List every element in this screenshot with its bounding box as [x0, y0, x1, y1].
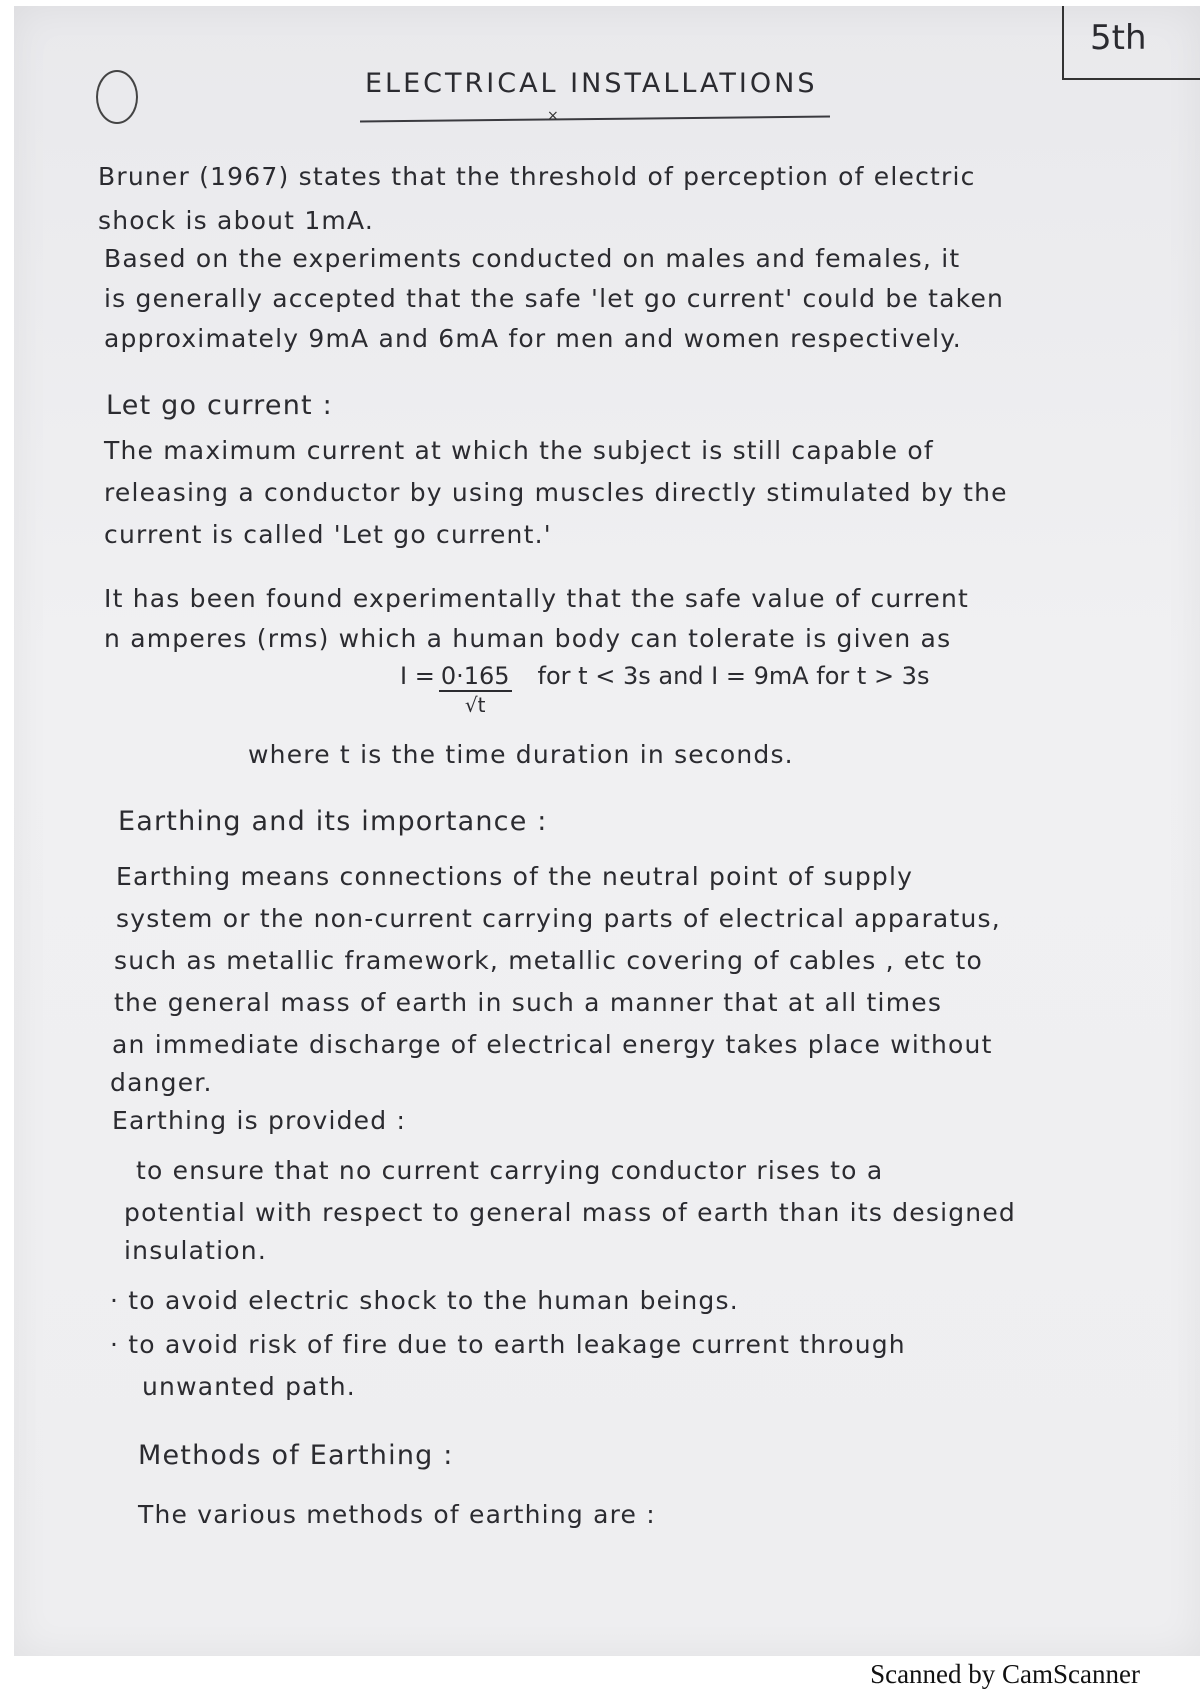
time-definition: where t is the time duration in seconds. — [248, 740, 794, 769]
earthing-line-4: the general mass of earth in such a manner that at all times — [114, 988, 943, 1017]
experiment-line-1: It has been found experimentally that the safe value of current — [104, 584, 970, 613]
earthing-line-2: system or the non-current carrying parts of electrical apparatus, — [116, 904, 1001, 933]
formula-fraction — [439, 662, 512, 718]
formula-denominator: √t — [464, 693, 486, 717]
earthing-provided: Earthing is provided : — [112, 1106, 407, 1135]
provided-item-1-line-3: insulation. — [124, 1236, 267, 1265]
bruner-line-1: Bruner (1967) states that the threshold of perception of electric — [98, 162, 976, 191]
earthing-line-3: such as metallic framework, metallic covering of cables , etc to — [114, 946, 984, 975]
provided-item-1-line-1: to ensure that no current carrying conductor rises to a — [136, 1156, 884, 1185]
provided-item-1-line-2: potential with respect to general mass of earth than its designed — [124, 1198, 1016, 1227]
page-edge — [0, 0, 14, 1660]
earthing-line-6: danger. — [110, 1068, 213, 1097]
methods-heading: Methods of Earthing : — [138, 1440, 454, 1471]
circle-mark — [96, 70, 138, 124]
let-go-heading: Let go current : — [106, 390, 333, 421]
methods-line-1: The various methods of earthing are : — [138, 1500, 656, 1529]
page-number: 5th — [1090, 18, 1147, 58]
provided-item-3-line-2: unwanted path. — [142, 1372, 356, 1401]
scanner-watermark: Scanned by CamScanner — [870, 1659, 1140, 1689]
provided-item-3-line-1: · to avoid risk of fire due to earth leakage current through — [110, 1330, 906, 1359]
bruner-line-2: shock is about 1mA. — [98, 206, 374, 235]
experiment-line-2: n amperes (rms) which a human body can tolerate is given as — [104, 624, 952, 653]
based-line-1: Based on the experiments conducted on males and females, it — [104, 244, 961, 273]
based-line-3: approximately 9mA and 6mA for men and women respectively. — [104, 324, 962, 353]
earthing-heading: Earthing and its importance : — [118, 806, 548, 837]
let-go-line-3: current is called 'Let go current.' — [104, 520, 552, 549]
title-mark: × — [547, 108, 559, 124]
page-title: ELECTRICAL INSTALLATIONS — [365, 68, 818, 99]
earthing-line-1: Earthing means connections of the neutral point of supply — [116, 862, 914, 891]
let-go-line-1: The maximum current at which the subject is still capable of — [104, 436, 934, 465]
let-go-line-2: releasing a conductor by using muscles directly stimulated by the — [104, 478, 1008, 507]
formula-conditions: for t < 3s and I = 9mA for t > 3s — [537, 662, 930, 690]
provided-item-2: · to avoid electric shock to the human beings. — [110, 1286, 739, 1315]
based-line-2: is generally accepted that the safe 'let go current' could be taken — [104, 284, 1005, 313]
earthing-line-5: an immediate discharge of electrical energy takes place without — [112, 1030, 993, 1059]
formula-numerator: 0·165 — [440, 662, 510, 690]
safe-current-formula — [400, 662, 929, 718]
formula-lhs: I = — [400, 662, 435, 690]
